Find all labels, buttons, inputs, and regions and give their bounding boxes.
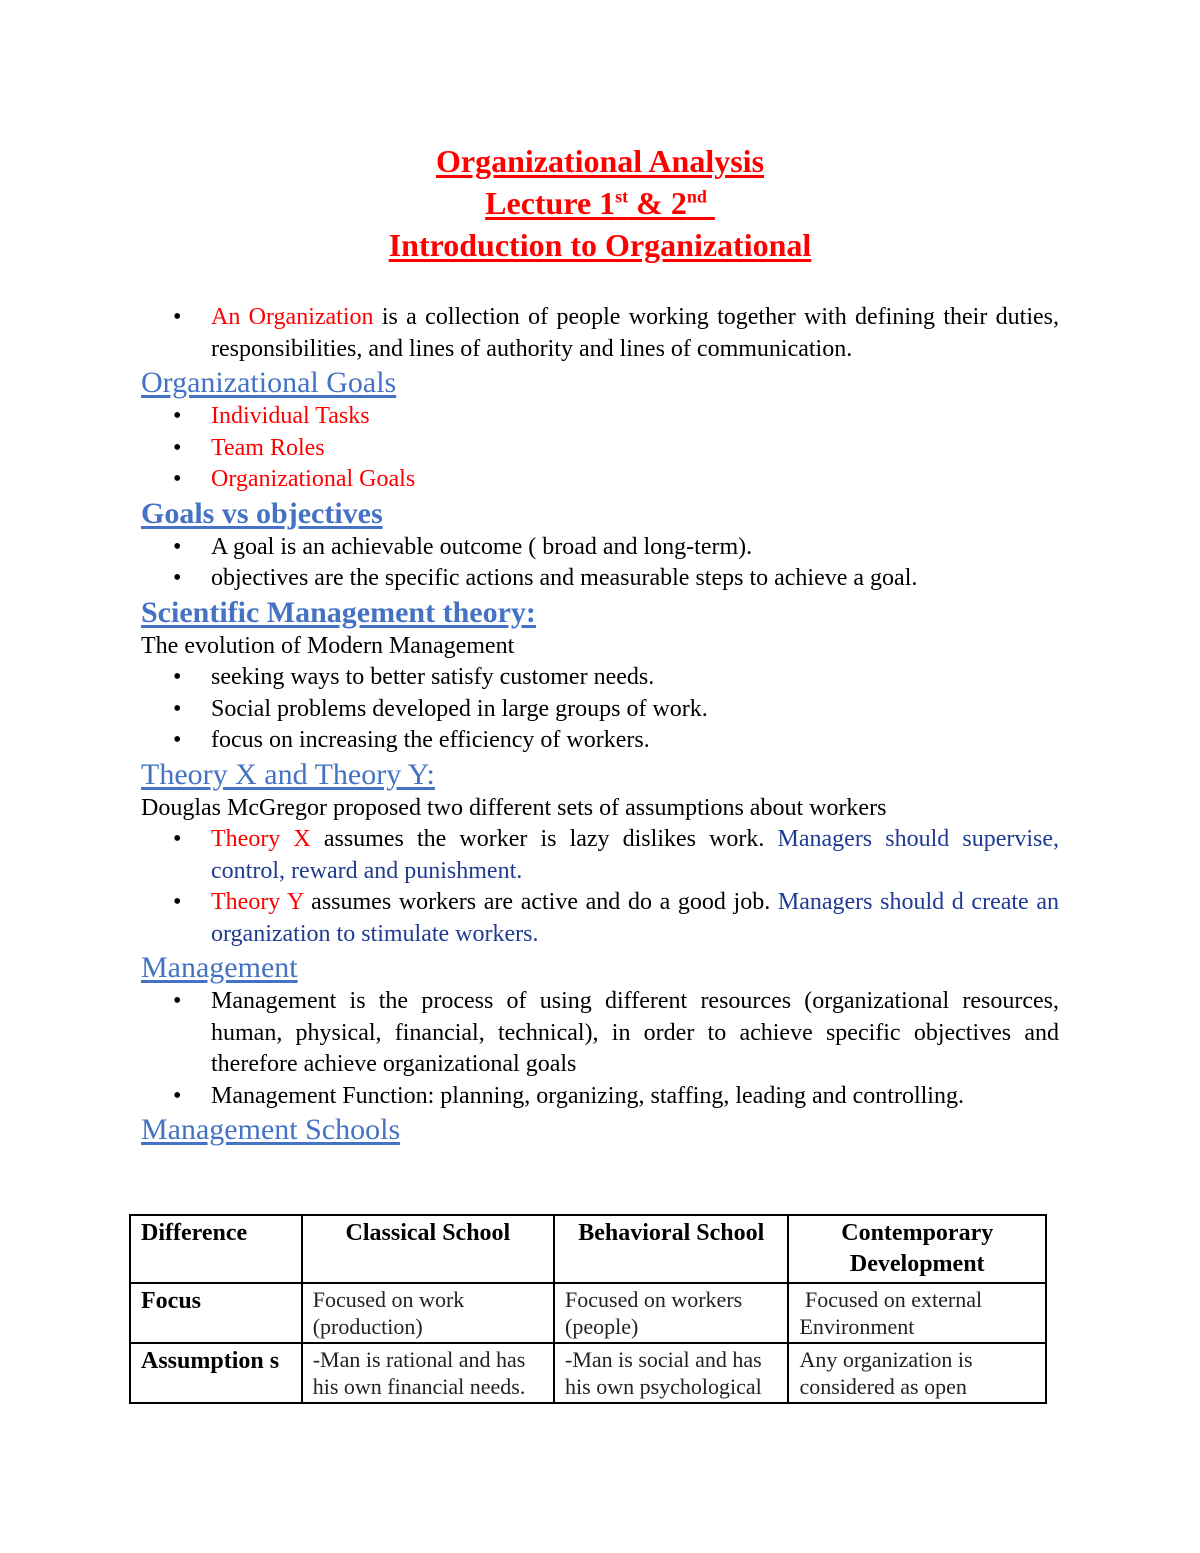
- section-heading-goals-vs-objectives: Goals vs objectives: [141, 496, 383, 530]
- theory-y-term: Theory Y: [211, 889, 304, 915]
- section-heading-goals: Organizational Goals: [141, 366, 397, 399]
- theory-y-managers: Managers should d create an organization to stimulate workers.: [211, 889, 1060, 947]
- scientific-intro: The evolution of Modern Management: [141, 632, 515, 659]
- lecture-subtitle: [0, 182, 1200, 224]
- management-list: [141, 986, 1059, 1112]
- list-item: [141, 464, 1059, 496]
- table-cell: Focused on work (production): [302, 1283, 554, 1343]
- bullet-icon: •: [173, 988, 182, 1014]
- list-item: [141, 532, 1059, 564]
- superscript-nd: nd: [686, 186, 707, 207]
- bullet-icon: •: [173, 403, 182, 429]
- document-body: [141, 302, 1059, 1148]
- section-heading-management: Management: [141, 951, 298, 984]
- table-header-cell: Contemporary Development: [788, 1215, 1046, 1283]
- list-item: [141, 563, 1059, 595]
- organization-definition: is a collection of people working together with defining their duties, responsibilities, and lines of authority and lines of communication.: [211, 304, 1059, 362]
- theory-y-text: assumes workers are active and do a good job.: [303, 889, 778, 915]
- bullet-icon: •: [173, 466, 182, 492]
- bullet-icon: •: [173, 695, 182, 722]
- table-header-cell: Behavioral School: [554, 1215, 788, 1283]
- list-item-text: seeking ways to better satisfy customer needs.: [211, 664, 655, 690]
- theory-xy-list: [141, 824, 1059, 950]
- theory-xy-intro: Douglas McGregor proposed two different sets of assumptions about workers: [141, 794, 887, 821]
- list-item-text: Management is the process of using different resources (organizational resources, human, physical, financial, technical), in order to achieve specific objectives and therefore achieve organizational goals: [211, 988, 1059, 1077]
- section-heading-schools: Management Schools: [141, 1113, 401, 1146]
- section-heading-theory-xy: Theory X and Theory Y:: [141, 757, 435, 791]
- table-row-label: Focus: [130, 1283, 302, 1343]
- list-item-text: A goal is an achievable outcome ( broad and long-term).: [211, 533, 753, 560]
- theory-x-managers: Managers should supervise, control, reward and punishment.: [211, 826, 1060, 884]
- list-item: [141, 433, 1059, 465]
- lecture-label-mid: & 2: [628, 185, 687, 221]
- table-cell: Any organization is considered as open: [788, 1343, 1046, 1403]
- theory-x-term: Theory X: [211, 826, 311, 852]
- superscript-st: st: [615, 186, 629, 207]
- table-header-cell: Difference: [130, 1215, 302, 1283]
- bullet-icon: •: [173, 434, 182, 461]
- list-item-text: Organizational Goals: [211, 466, 416, 492]
- list-item: [141, 824, 1059, 887]
- table-cell: Focused on external Environment: [788, 1283, 1046, 1343]
- list-item: [141, 401, 1059, 433]
- document-title: Organizational Analysis: [435, 143, 765, 179]
- organization-term: An Organization: [211, 304, 374, 330]
- bullet-icon: •: [173, 664, 182, 690]
- management-schools-table: [129, 1214, 1047, 1404]
- table-cell: -Man is social and has his own psychological: [554, 1343, 788, 1403]
- intro-title: Introduction to Organizational: [388, 227, 812, 263]
- bullet-icon: •: [173, 533, 182, 560]
- table-row: [130, 1283, 1046, 1343]
- goals-objectives-list: [141, 532, 1059, 595]
- bullet-icon: •: [173, 826, 182, 852]
- table-header-cell: Classical School: [302, 1215, 554, 1283]
- table-cell: -Man is rational and has his own financial needs.: [302, 1343, 554, 1403]
- intro-list: [141, 302, 1059, 365]
- list-item: [141, 694, 1059, 726]
- table-row: [130, 1343, 1046, 1403]
- list-item: [141, 302, 1059, 365]
- goals-list: [141, 401, 1059, 496]
- list-item: [141, 1081, 1059, 1113]
- bullet-icon: •: [173, 889, 182, 915]
- list-item-text: Social problems developed in large groups of work.: [211, 695, 708, 722]
- bullet-icon: •: [173, 1082, 182, 1109]
- list-item: [141, 662, 1059, 694]
- table-cell: Focused on workers (people): [554, 1283, 788, 1343]
- list-item-text: objectives are the specific actions and measurable steps to achieve a goal.: [211, 565, 918, 591]
- scientific-list: [141, 662, 1059, 757]
- list-item: [141, 887, 1059, 950]
- list-item: [141, 986, 1059, 1081]
- table-row-label: Assumption s: [130, 1343, 302, 1403]
- bullet-icon: •: [173, 727, 182, 753]
- bullet-icon: •: [173, 565, 182, 591]
- list-item-text: Individual Tasks: [211, 403, 370, 429]
- bullet-icon: •: [173, 304, 182, 330]
- title-block: [0, 140, 1200, 266]
- list-item-text: Team Roles: [211, 434, 325, 461]
- table-header-row: [130, 1215, 1046, 1283]
- list-item-text: focus on increasing the efficiency of workers.: [211, 727, 650, 753]
- list-item-text: Management Function: planning, organizing, staffing, leading and controlling.: [211, 1082, 964, 1109]
- lecture-label: Lecture 1: [485, 185, 616, 221]
- section-heading-scientific: Scientific Management theory:: [141, 595, 536, 629]
- theory-x-text: assumes the worker is lazy dislikes work.: [310, 826, 778, 852]
- list-item: [141, 725, 1059, 757]
